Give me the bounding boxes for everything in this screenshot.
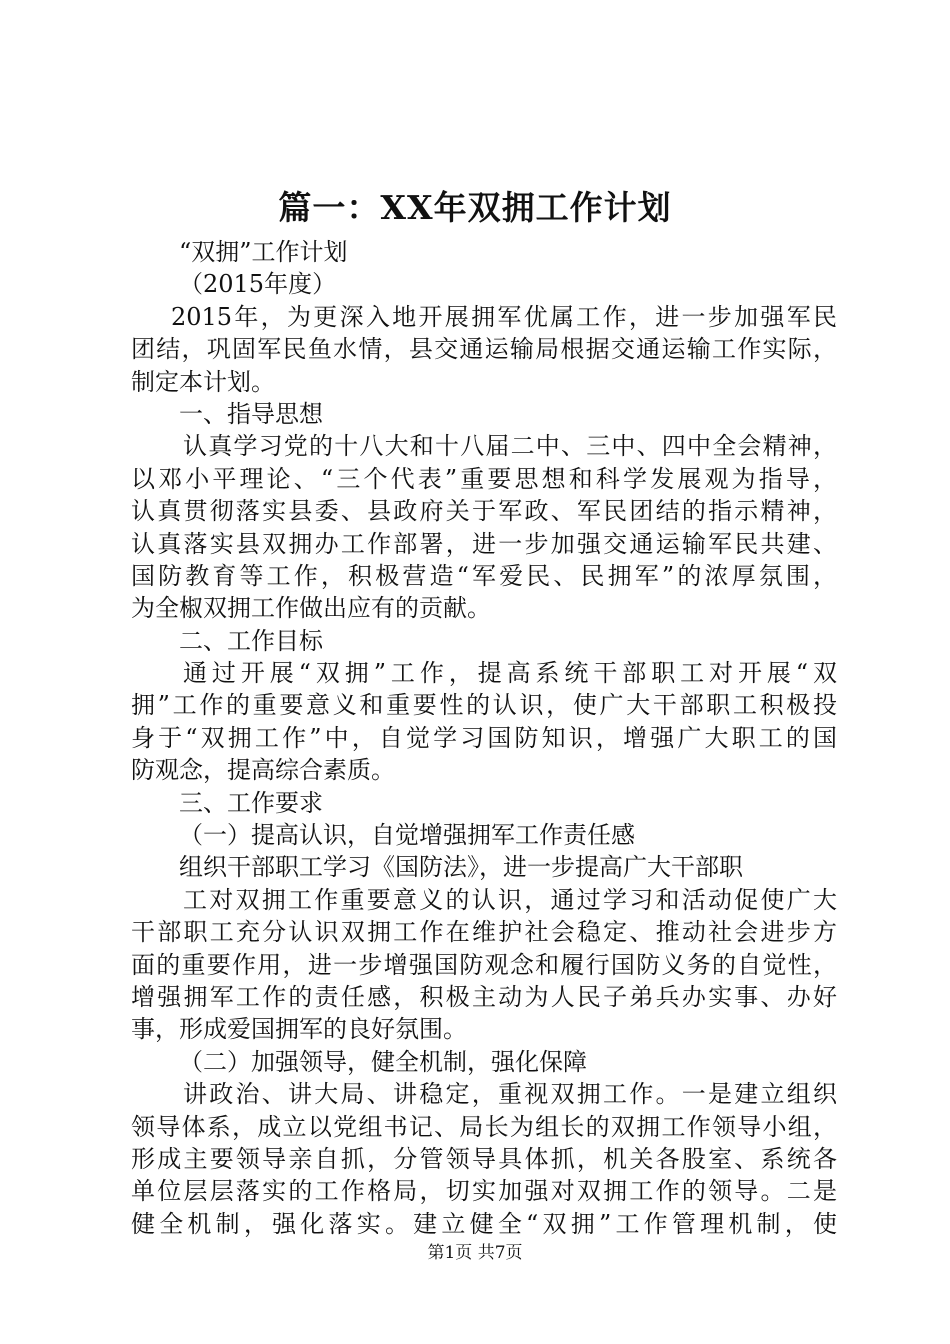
text-line: 认真落实县双拥办工作部署，进一步加强交通运输军民共建、 bbox=[131, 529, 837, 558]
text-line: 单位层层落实的工作格局，切实加强对双拥工作的领导。二是 bbox=[131, 1177, 837, 1206]
subsection-heading: （一）提高认识，自觉增强拥军工作责任感 bbox=[179, 821, 635, 850]
text-line: 以邓小平理论、“三个代表”重要思想和科学发展观为指导， bbox=[131, 464, 837, 493]
text-line: 防观念，提高综合素质。 bbox=[131, 756, 395, 785]
text-line: 干部职工充分认识双拥工作在维护社会稳定、推动社会进步方 bbox=[131, 918, 837, 947]
text-line: 认真贯彻落实县委、县政府关于军政、军民团结的指示精神， bbox=[131, 497, 837, 526]
text-line: 健全机制，强化落实。建立健全“双拥”工作管理机制，使 bbox=[131, 1209, 837, 1238]
section-heading: 二、工作目标 bbox=[179, 626, 323, 655]
text-line: 2015年，为更深入地开展拥军优属工作，进一步加强军民 bbox=[171, 302, 837, 331]
text-line: 讲政治、讲大局、讲稳定，重视双拥工作。一是建立组织 bbox=[183, 1080, 837, 1109]
page-number: 第1页 共7页 bbox=[427, 1243, 523, 1263]
text-line: 领导体系，成立以党组书记、局长为组长的双拥工作领导小组， bbox=[131, 1112, 837, 1141]
text-line: 事，形成爱国拥军的良好氛围。 bbox=[131, 1015, 467, 1044]
text-line: 身于“双拥工作”中，自觉学习国防知识，增强广大职工的国 bbox=[131, 723, 837, 752]
text-line: 认真学习党的十八大和十八届二中、三中、四中全会精神， bbox=[183, 432, 837, 461]
section-heading: 一、指导思想 bbox=[179, 399, 323, 428]
text-line: 形成主要领导亲自抓，分管领导具体抓，机关各股室、系统各 bbox=[131, 1144, 837, 1173]
text-line: 工对双拥工作重要意义的认识，通过学习和活动促使广大 bbox=[183, 885, 837, 914]
document-title: 篇一：XX年双拥工作计划 bbox=[278, 188, 672, 227]
text-line: 组织干部职工学习《国防法》，进一步提高广大干部职 bbox=[179, 853, 743, 882]
text-line: 通过开展“双拥”工作，提高系统干部职工对开展“双 bbox=[183, 659, 837, 688]
subsection-heading: （二）加强领导，健全机制，强化保障 bbox=[179, 1047, 587, 1076]
text-line: “双拥”工作计划 bbox=[179, 238, 348, 266]
text-line: 为全椒双拥工作做出应有的贡献。 bbox=[131, 594, 491, 623]
section-heading: 三、工作要求 bbox=[179, 788, 323, 817]
document-body bbox=[131, 236, 837, 1240]
text-line: 面的重要作用，进一步增强国防观念和履行国防义务的自觉性， bbox=[131, 950, 837, 979]
text-line: 拥”工作的重要意义和重要性的认识，使广大干部职工积极投 bbox=[131, 691, 837, 720]
text-line: 国防教育等工作，积极营造“军爱民、民拥军”的浓厚氛围， bbox=[131, 561, 837, 590]
text-line: 团结，巩固军民鱼水情，县交通运输局根据交通运输工作实际， bbox=[131, 335, 837, 364]
text-line: 增强拥军工作的责任感，积极主动为人民子弟兵办实事、办好 bbox=[131, 982, 837, 1011]
text-line: （2015年度） bbox=[179, 270, 337, 299]
text-line: 制定本计划。 bbox=[131, 367, 275, 396]
